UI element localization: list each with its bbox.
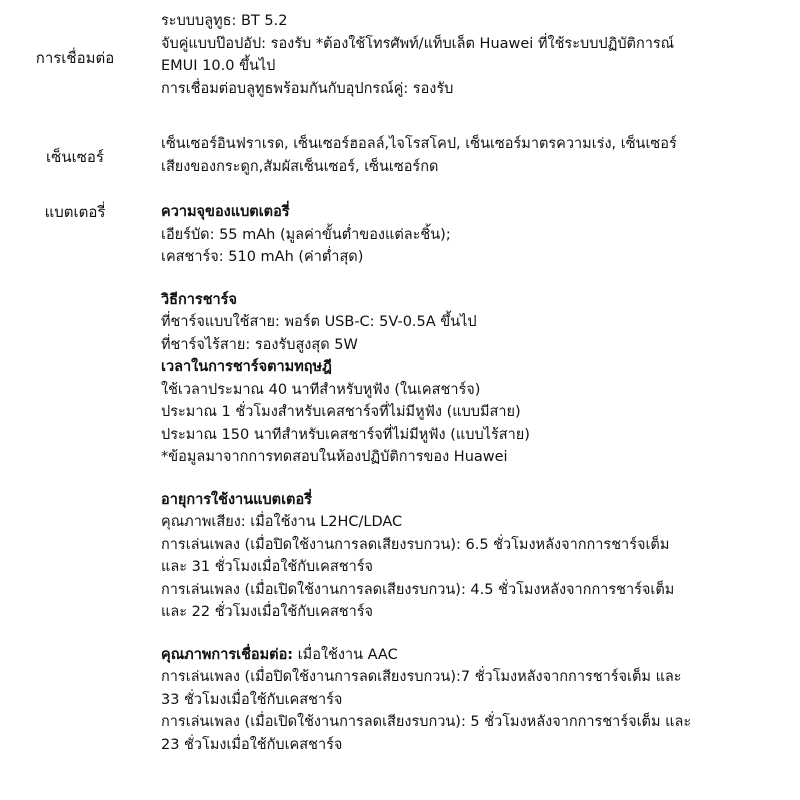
sensor-details (161, 133, 787, 178)
quality-heading-suffix: เมื่อใช้งาน AAC (293, 646, 398, 663)
wireless-charging: ที่ชาร์จไร้สาย: รองรับสูงสุด 5W (161, 336, 358, 353)
battery-details (161, 201, 787, 756)
quality-heading-line (161, 644, 787, 667)
quality-anc-off-cont: 33 ชั่วโมงเมื่อใช้กับเคสชาร์จ (161, 691, 343, 708)
capacity-heading: ความจุของแบตเตอรี่ (161, 204, 290, 220)
quality-heading: คุณภาพการเชื่อมต่อ: (161, 646, 294, 663)
popup-pairing-cont: EMUI 10.0 ขึ้นไป (161, 58, 276, 74)
battery-label: แบตเตอรี่ (44, 203, 106, 221)
battery-life-anc-off-cont: และ 31 ชั่วโมงเมื่อใช้กับเคสชาร์จ (161, 559, 373, 575)
charging-time-note: *ข้อมูลมาจากการทดสอบในห้องปฏิบัติการของ Huawei (161, 449, 508, 465)
dual-connection: การเชื่อมต่อบลูทูธพร้อมกันกับอุปกรณ์คู่: รองรับ (161, 80, 454, 97)
battery-life-anc-on: การเล่นเพลง (เมื่อเปิดใช้งานการลดเสียงรบกวน): 4.5 ชั่วโมงหลังจากการชาร์จเต็ม (161, 581, 675, 598)
battery-life-codec: คุณภาพเสียง: เมื่อใช้งาน L2HC/LDAC (161, 514, 403, 530)
battery-life-heading: อายุการใช้งานแบตเตอรี่ (161, 491, 312, 508)
charging-time-earbuds: ใช้เวลาประมาณ 40 นาทีสำหรับหูฟัง (ในเคสชาร์จ) (161, 381, 481, 398)
popup-pairing: จับคู่แบบป๊อปอัป: รองรับ *ต้องใช้โทรศัพท์/แท็บเล็ต Huawei ที่ใช้ระบบปฏิบัติการณ์ (161, 35, 675, 52)
spacer (161, 624, 787, 644)
charging-time-case-wired: ประมาณ 1 ชั่วโมงสำหรับเคสชาร์จที่ไม่มีหูฟัง (แบบมีสาย) (161, 404, 521, 420)
spacer (161, 469, 787, 489)
capacity-case: เคสชาร์จ: 510 mAh (ค่าต่ำสุด) (161, 249, 364, 265)
sensor-label: เซ็นเซอร์ (46, 148, 104, 166)
charging-heading: วิธีการชาร์จ (161, 291, 237, 308)
battery-life-anc-off: การเล่นเพลง (เมื่อปิดใช้งานการลดเสียงรบกวน): 6.5 ชั่วโมงหลังจากการชาร์จเต็ม (161, 536, 670, 553)
sensor-list-cont: เสียงของกระดูก,สัมผัสเซ็นเซอร์, เซ็นเซอร์กด (161, 158, 439, 175)
spacer (161, 269, 787, 289)
battery-life-anc-on-cont: และ 22 ชั่วโมงเมื่อใช้กับเคสชาร์จ (161, 604, 373, 620)
charging-time-case-wireless: ประมาณ 150 นาทีสำหรับเคสชาร์จที่ไม่มีหูฟัง (แบบไร้สาย) (161, 426, 530, 443)
capacity-earbud: เอียร์บัด: 55 mAh (มูลค่าขั้นต่ำของแต่ละชิ้น); (161, 226, 451, 243)
sensor-list: เซ็นเซอร์อินฟราเรด, เซ็นเซอร์ฮอลล์,ไจโรสโคป, เซ็นเซอร์มาตรความเร่ง, เซ็นเซอร์ (161, 136, 677, 152)
bluetooth-version: ระบบบลูทูธ: BT 5.2 (161, 13, 288, 29)
wired-charging: ที่ชาร์จแบบใช้สาย: พอร์ต USB-C: 5V-0.5A ขึ้นไป (161, 314, 477, 330)
quality-anc-on: การเล่นเพลง (เมื่อเปิดใช้งานการลดเสียงรบกวน): 5 ชั่วโมงหลังจากการชาร์จเต็ม และ (161, 714, 692, 730)
connection-details (161, 10, 787, 100)
quality-anc-off: การเล่นเพลง (เมื่อปิดใช้งานการลดเสียงรบกวน):7 ชั่วโมงหลังจากการชาร์จเต็ม และ (161, 669, 682, 685)
charging-time-heading: เวลาในการชาร์จตามทฤษฎี (161, 359, 332, 375)
connection-label: การเชื่อมต่อ (35, 49, 115, 67)
quality-anc-on-cont: 23 ชั่วโมงเมื่อใช้กับเคสชาร์จ (161, 736, 343, 753)
